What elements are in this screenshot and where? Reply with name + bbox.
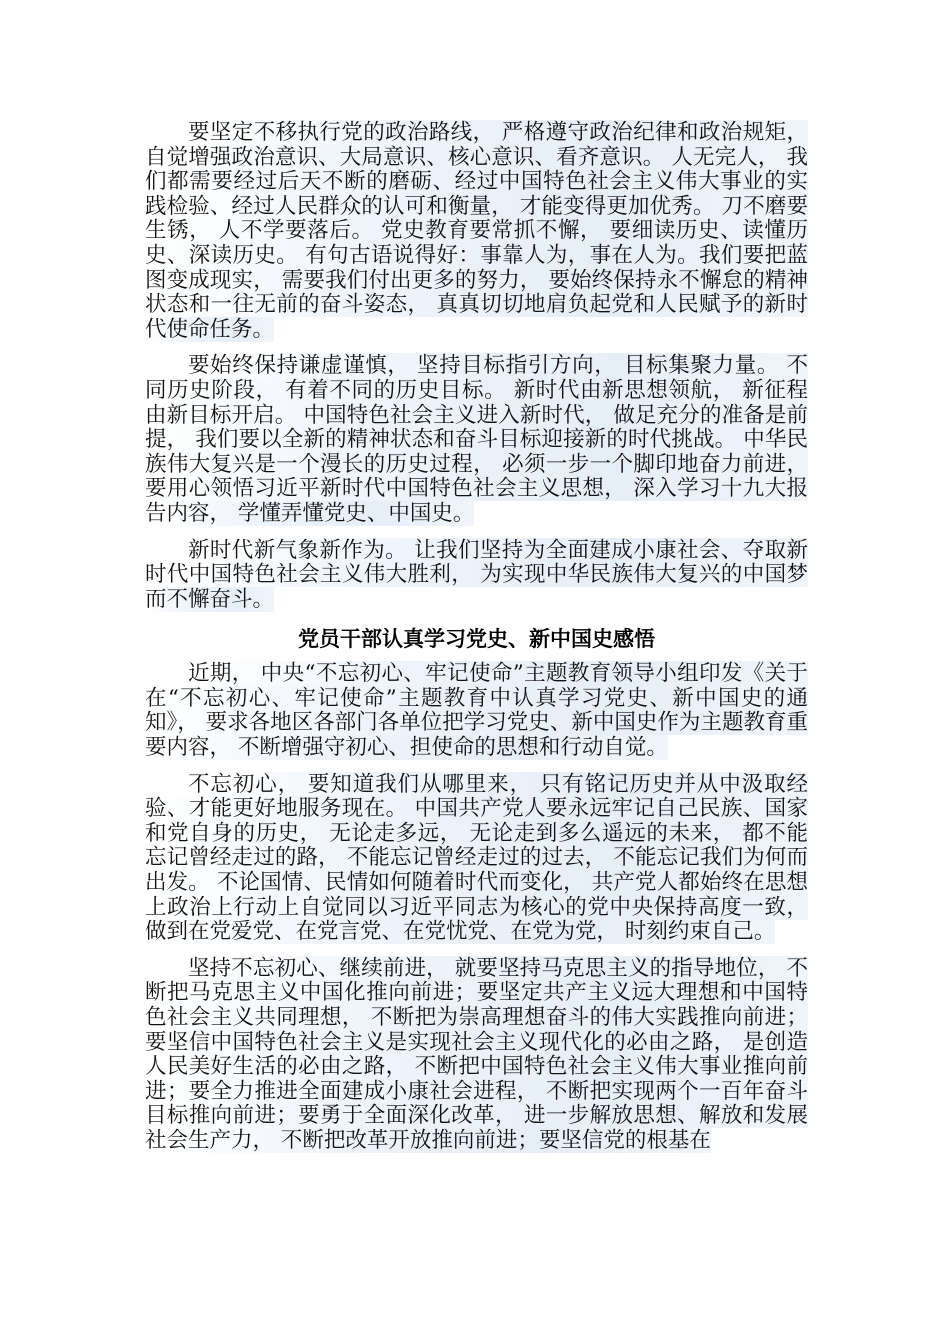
section-heading: 党员干部认真学习党史、新中国史感悟 bbox=[298, 627, 655, 652]
body-paragraph bbox=[145, 539, 808, 613]
paragraph-text: 新时代新气象新作为。 让我们坚持为全面建成小康社会、夺取新时代中国特色社会主义伟大胜利， 为实现中华民族伟大复兴的中国梦而不懈奋斗。 bbox=[145, 537, 808, 612]
paragraph-text: 近期， 中央“不忘初心、牢记使命”主题教育领导小组印发《关于在“不忘初心、牢记使命”主题教育中认真学习党史、新中国史的通知》， 要求各地区各部门各单位把学习党史、新中国史作为主题教育重要内容， 不断增强守初心、担使命的思想和行动自觉。 bbox=[145, 661, 808, 761]
document-body bbox=[145, 121, 808, 1166]
body-paragraph bbox=[145, 121, 808, 342]
body-paragraph bbox=[145, 354, 808, 526]
paragraph-text: 要始终保持谦虚谨慎， 坚持目标指引方向， 目标集聚力量。 不同历史阶段， 有着不同的历史目标。 新时代由新思想领航， 新征程由新目标开启。 中国特色社会主义进入新时代， 做足充分的准备是前提， 我们要以全新的精神状态和奋斗目标迎接新的时代挑战。 中华民族伟大复兴是一个漫长的历史过程， 必须一步一个脚印地奋力前进， 要用心领悟习近平新时代中国特色社会主义思想， 深入学习十九大报告内容， 学懂弄懂党史、中国史。 bbox=[145, 353, 808, 526]
body-paragraph bbox=[145, 957, 808, 1154]
body-paragraph bbox=[145, 773, 808, 945]
body-paragraph bbox=[145, 662, 808, 760]
paragraph-text: 坚持不忘初心、继续前进， 就要坚持马克思主义的指导地位， 不断把马克思主义中国化推向前进；要坚定共产主义远大理想和中国特色社会主义共同理想， 不断把为崇高理想奋斗的伟大实践推向前进；要坚信中国特色社会主义是实现社会主义现代化的必由之路， 是创造人民美好生活的必由之路， 不断把中国特色社会主义伟大事业推向前进；要全力推进全面建成小康社会进程， 不断把实现两个一百年奋斗目标推向前进；要勇于全面深化改革， 进一步解放思想、解放和发展社会生产力， 不断把改革开放推向前进；要坚信党的根基在 bbox=[145, 955, 808, 1153]
paragraph-text: 要坚定不移执行党的政治路线， 严格遵守政治纪律和政治规矩，自觉增强政治意识、大局意识、核心意识、看齐意识。 人无完人， 我们都需要经过后天不断的磨砺、经过中国特色社会主义伟大事业的实践检验、经过人民群众的认可和衡量， 才能变得更加优秀。 刀不磨要生锈， 人不学要落后。 党史教育要常抓不懈， 要细读历史、读懂历史、深读历史。 有句古语说得好：事靠人为，事在人为。我们要把蓝图变成现实， 需要我们付出更多的努力， 要始终保持永不懈怠的精神状态和一往无前的奋斗姿态， 真真切切地肩负起党和人民赋予的新时代使命任务。 bbox=[145, 120, 808, 342]
paragraph-text: 不忘初心， 要知道我们从哪里来， 只有铭记历史并从中汲取经验、才能更好地服务现在。 中国共产党人要永远牢记自己民族、国家和党自身的历史， 无论走多远， 无论走到多么遥远的未来， 都不能忘记曾经走过的路， 不能忘记曾经走过的过去， 不能忘记我们为何而出发。 不论国情、民情如何随着时代而变化， 共产党人都始终在思想上政治上行动上自觉同以习近平同志为核心的党中央保持高度一致， 做到在党爱党、在党言党、在党忧党、在党为党， 时刻约束自己。 bbox=[145, 771, 808, 945]
